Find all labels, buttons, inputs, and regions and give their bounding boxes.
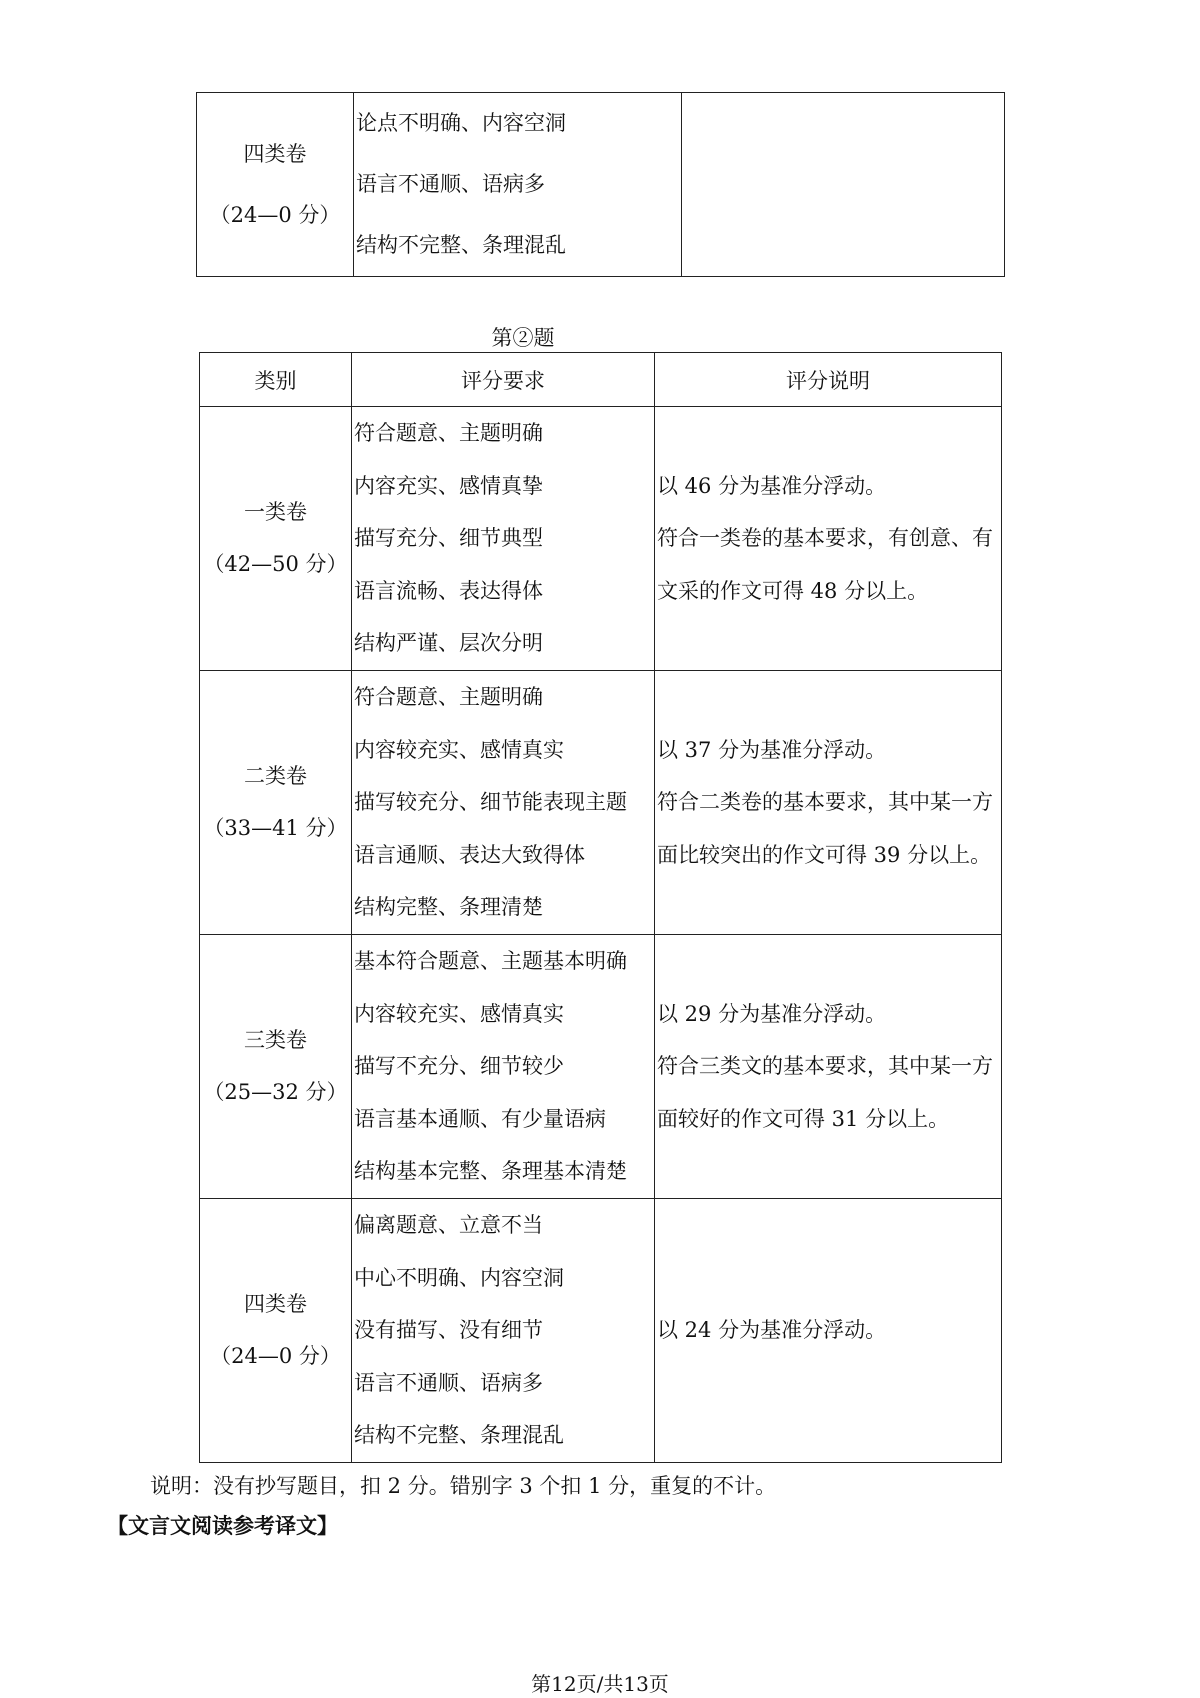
category-cell [197,93,354,277]
requirement-line: 语言基本通顺、有少量语病 [354,1106,606,1131]
requirement-line: 结构不完整、条理混乱 [354,1423,564,1448]
header-category: 类别 [200,353,352,407]
header-requirements: 评分要求 [352,353,655,407]
note-line: 以 37 分为基准分浮动。 [657,737,887,762]
notes-cell [655,407,1002,671]
category-name: 三类卷 [244,1027,307,1052]
requirement-line: 中心不明确、内容空洞 [354,1265,564,1290]
category-cell [200,1198,352,1462]
requirement-line: 描写充分、细节典型 [354,526,543,551]
note-line: 以 46 分为基准分浮动。 [657,473,887,498]
grading-table-q1-continued [196,92,1005,277]
requirement-line: 语言流畅、表达得体 [354,578,543,603]
requirements-cell [352,670,655,934]
note-line: 以 24 分为基准分浮动。 [657,1318,887,1343]
footnote: 说明：没有抄写题目，扣 2 分。错别字 3 个扣 1 分，重复的不计。 [150,1474,777,1498]
table-header-row [200,353,1002,407]
requirements-cell [352,1198,655,1462]
category-name: 四类卷 [243,141,307,166]
notes-cell [655,670,1002,934]
requirement-line: 语言通顺、表达大致得体 [354,842,585,867]
note-line: 符合二类卷的基本要求，其中某一方 [657,790,993,815]
notes-cell [655,934,1002,1198]
requirement-line: 结构完整、条理清楚 [354,895,543,920]
category-cell [200,670,352,934]
requirement-line: 偏离题意、立意不当 [354,1212,543,1237]
requirement-line: 语言不通顺、语病多 [356,172,545,196]
score-range: （42—50 分） [203,552,348,577]
table-row [197,93,1005,277]
score-range: （25—32 分） [203,1080,348,1105]
note-line: 以 29 分为基准分浮动。 [657,1001,887,1026]
note-line: 符合三类文的基本要求，其中某一方 [657,1054,993,1079]
notes-cell [682,93,1005,277]
requirement-line: 结构严谨、层次分明 [354,631,543,656]
requirement-line: 结构基本完整、条理基本清楚 [354,1159,627,1184]
requirements-cell [352,934,655,1198]
table-row [200,670,1002,934]
score-range: （24—0 分） [209,202,341,227]
notes-cell [655,1198,1002,1462]
requirement-line: 描写不充分、细节较少 [354,1054,564,1079]
requirements-cell [354,93,682,277]
section-heading: 【文言文阅读参考译文】 [107,1513,338,1538]
requirement-line: 没有描写、没有细节 [354,1318,543,1343]
score-range: （24—0 分） [210,1344,341,1369]
table-row [200,934,1002,1198]
requirement-line: 符合题意、主题明确 [354,421,543,445]
requirement-line: 内容充实、感情真挚 [354,473,543,498]
category-name: 一类卷 [244,499,307,524]
table-row [200,407,1002,671]
requirement-line: 内容较充实、感情真实 [354,737,564,762]
note-line: 符合一类卷的基本要求，有创意、有 [657,526,993,551]
page-number: 第12页/共13页 [531,1672,669,1696]
requirement-line: 基本符合题意、主题基本明确 [354,948,627,973]
requirements-cell [352,407,655,671]
note-line: 文采的作文可得 48 分以上。 [657,578,929,603]
requirement-line: 论点不明确、内容空洞 [356,111,566,135]
table-row [200,1198,1002,1462]
note-line: 面比较突出的作文可得 39 分以上。 [657,842,992,867]
header-notes: 评分说明 [655,353,1002,407]
requirement-line: 结构不完整、条理混乱 [356,233,566,257]
category-cell [200,407,352,671]
requirement-line: 符合题意、主题明确 [354,684,543,709]
category-name: 二类卷 [244,763,307,788]
requirement-line: 描写较充分、细节能表现主题 [354,790,627,815]
category-cell [200,934,352,1198]
table-caption: 第②题 [491,326,555,350]
requirement-line: 内容较充实、感情真实 [354,1001,564,1026]
grading-table-q2 [199,352,1002,1463]
category-name: 四类卷 [244,1291,307,1316]
requirement-line: 语言不通顺、语病多 [354,1370,543,1395]
note-line: 面较好的作文可得 31 分以上。 [657,1106,950,1131]
score-range: （33—41 分） [203,816,348,841]
